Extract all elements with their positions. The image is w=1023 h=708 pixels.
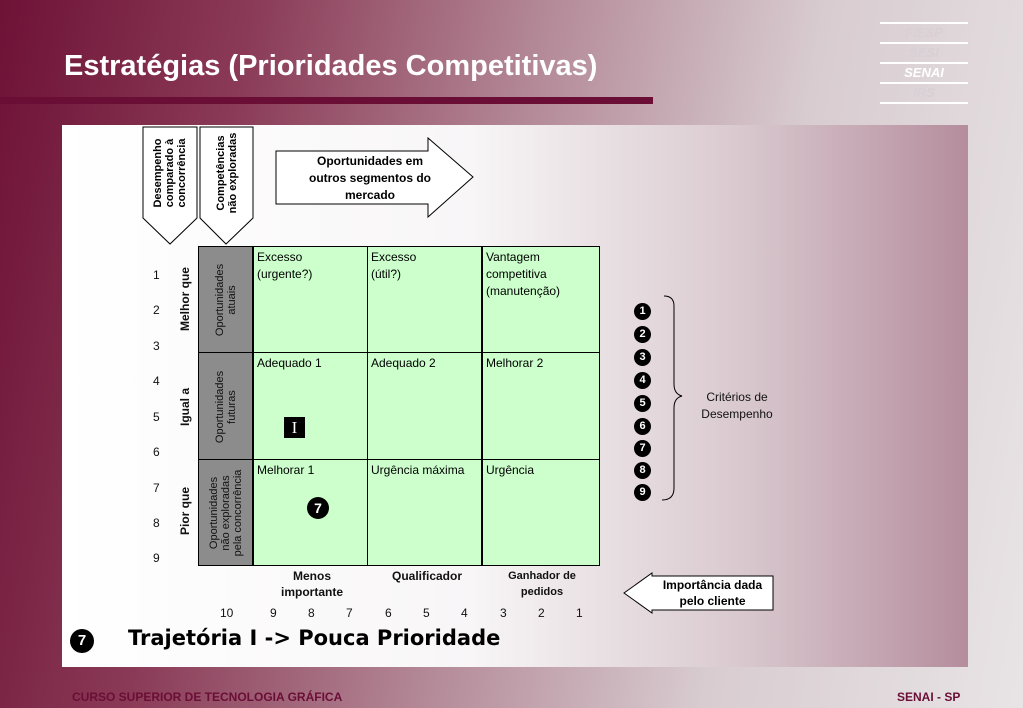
row-label-futuras bbox=[198, 352, 253, 461]
right-arrow-line-3: mercado bbox=[344, 188, 396, 202]
importance-5: 5 bbox=[423, 606, 430, 620]
trajectory-point: 7 bbox=[307, 497, 329, 519]
right-arrow-line-1: Oportunidades em bbox=[316, 154, 423, 168]
down-arrow-1 bbox=[145, 128, 195, 218]
down-arrow-2-line-1: Competências bbox=[215, 135, 227, 211]
criteria-3: 3 bbox=[634, 349, 651, 366]
down-arrow-2-line-2: não exploradas bbox=[227, 132, 239, 214]
importance-1: 1 bbox=[576, 606, 583, 620]
cell-r1-c3: Vantagem competitiva (manutenção) bbox=[482, 246, 600, 354]
cell-r2-c1: Adequado 1 bbox=[253, 352, 368, 461]
criteria-1: 1 bbox=[634, 303, 651, 320]
cell-r2-c2: Adequado 2 bbox=[367, 352, 482, 461]
importance-7: 7 bbox=[346, 606, 353, 620]
cell-r1-c1: Excesso (urgente?) bbox=[253, 246, 368, 354]
importance-9: 9 bbox=[270, 606, 277, 620]
importance-arrow-line-1: Importância dada bbox=[662, 578, 763, 592]
row-group-melhor: Melhor que bbox=[178, 267, 192, 332]
footer-institution: SENAI - SP bbox=[897, 690, 961, 704]
importance-2: 2 bbox=[538, 606, 545, 620]
scale-1: 1 bbox=[153, 268, 160, 282]
footer-course: CURSO SUPERIOR DE TECNOLOGIA GRÁFICA bbox=[72, 690, 343, 704]
cell-r3-c3: Urgência bbox=[482, 459, 600, 566]
importance-8: 8 bbox=[308, 606, 315, 620]
down-arrow-1-line-2: comparado à bbox=[164, 138, 176, 208]
column-label-ganhador: Ganhador de pedidos bbox=[508, 570, 576, 598]
criteria-label bbox=[690, 389, 784, 423]
importance-4: 4 bbox=[461, 606, 468, 620]
cell-r3-c2: Urgência máxima bbox=[367, 459, 482, 566]
criteria-4: 4 bbox=[634, 372, 651, 389]
logo-irs: IRS bbox=[913, 85, 935, 100]
scale-8: 8 bbox=[153, 516, 160, 530]
importance-10: 10 bbox=[220, 606, 234, 620]
row-label-atuais-line-2: atuais bbox=[225, 285, 238, 315]
trajectory-marker: I bbox=[284, 417, 305, 438]
scale-9: 9 bbox=[153, 551, 160, 565]
scale-6: 6 bbox=[153, 445, 160, 459]
criteria-label-line-1: Critérios de bbox=[706, 390, 768, 404]
column-label-menos-importante: Menos importante bbox=[280, 569, 343, 599]
down-arrow-1-line-1: Desempenho bbox=[152, 138, 164, 208]
importance-6: 6 bbox=[385, 606, 392, 620]
logo-fiesp: FIESP bbox=[905, 25, 943, 40]
row-label-atuais-line-1: Oportunidades bbox=[213, 263, 226, 337]
cell-r2-c3: Melhorar 2 bbox=[482, 352, 600, 461]
cell-r3-c1: Melhorar 1 bbox=[253, 459, 368, 566]
criteria-5: 5 bbox=[634, 395, 651, 412]
row-label-nao-exploradas-line-1: Oportunidades bbox=[207, 476, 220, 549]
row-label-nao-exploradas bbox=[198, 459, 253, 566]
criteria-6: 6 bbox=[634, 418, 651, 435]
importance-arrow-line-2: pelo cliente bbox=[679, 594, 746, 608]
logo-sesi: SESI bbox=[909, 45, 939, 60]
row-label-nao-exploradas-line-2: não exploradas bbox=[219, 474, 232, 551]
right-arrow-line-2: outros segmentos do bbox=[308, 171, 431, 185]
criteria-9: 9 bbox=[634, 484, 651, 501]
criteria-brace bbox=[662, 296, 682, 500]
caption-marker: 7 bbox=[70, 629, 94, 653]
priority-matrix bbox=[198, 246, 600, 566]
cell-r1-c2: Excesso (útil?) bbox=[367, 246, 482, 354]
scale-4: 4 bbox=[153, 374, 160, 388]
scale-3: 3 bbox=[153, 339, 160, 353]
criteria-label-line-2: Desempenho bbox=[701, 407, 773, 421]
logo-senai: SENAI bbox=[904, 65, 944, 80]
criteria-2: 2 bbox=[634, 326, 651, 343]
scale-7: 7 bbox=[153, 481, 160, 495]
criteria-7: 7 bbox=[634, 440, 651, 457]
down-arrow-1-line-3: concorrência bbox=[176, 138, 188, 208]
row-label-atuais bbox=[198, 246, 253, 354]
importance-arrow bbox=[652, 577, 773, 609]
row-group-pior: Pior que bbox=[178, 487, 192, 536]
down-arrow-2 bbox=[202, 128, 252, 218]
row-label-futuras-line-1: Oportunidades bbox=[213, 370, 226, 443]
scale-5: 5 bbox=[153, 410, 160, 424]
importance-3: 3 bbox=[500, 606, 507, 620]
column-label-qualificador: Qualificador bbox=[391, 569, 462, 583]
scale-2: 2 bbox=[153, 303, 160, 317]
right-arrow bbox=[282, 153, 458, 204]
row-label-futuras-line-2: futuras bbox=[225, 389, 238, 424]
row-label-nao-exploradas-line-3: pela concorrência bbox=[231, 469, 244, 556]
caption-text: Trajetória I -> Pouca Prioridade bbox=[128, 626, 501, 650]
slide-title: Estratégias (Prioridades Competitivas) bbox=[64, 50, 598, 82]
criteria-8: 8 bbox=[634, 462, 651, 479]
row-group-igual: Igual a bbox=[178, 388, 192, 427]
